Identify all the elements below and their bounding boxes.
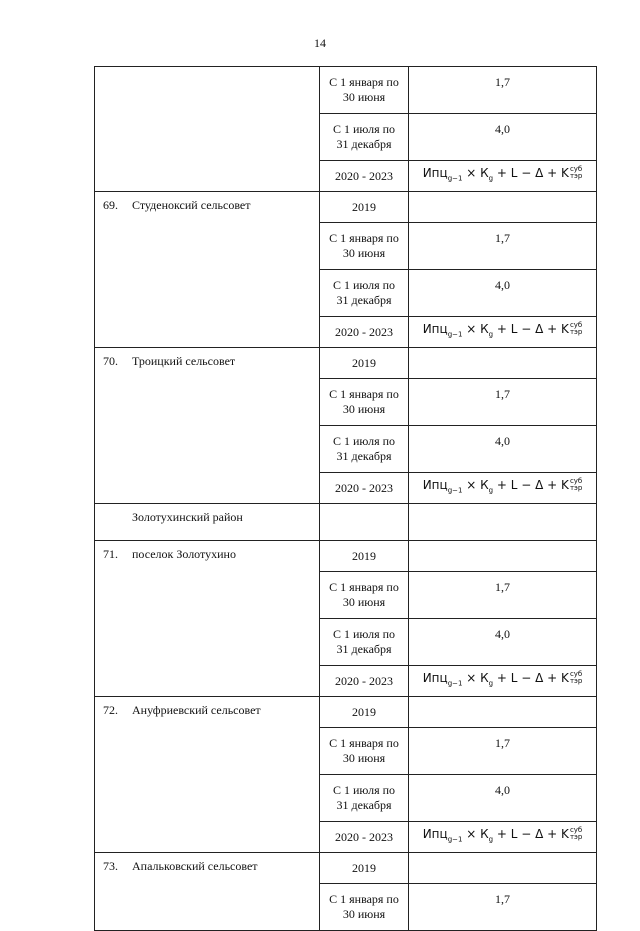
value-cell: 1,7	[409, 728, 597, 775]
value-cell: 4,0	[409, 270, 597, 317]
entity-name-cell	[95, 504, 320, 541]
entity-name: Ануфриевский сельсовет	[132, 703, 261, 717]
empty-cell	[409, 853, 597, 884]
entity-number: 71.	[103, 547, 118, 561]
table-row	[95, 697, 597, 728]
period-cell: С 1 июля по 31 декабря	[320, 270, 409, 317]
empty-cell	[409, 348, 597, 379]
period-cell: 2020 - 2023	[320, 666, 409, 697]
formula-cell: $Ипц_{g-1} \times К_g + L - \Delta + K$ суб тэр	[409, 666, 597, 697]
empty-cell	[409, 504, 597, 541]
value-cell: 4,0	[409, 775, 597, 822]
period-cell: С 1 января по 30 июня	[320, 379, 409, 426]
value-cell: 4,0	[409, 619, 597, 666]
period-cell: 2020 - 2023	[320, 822, 409, 853]
table-row	[95, 853, 597, 884]
value-cell: 4,0	[409, 426, 597, 473]
formula-cell: $Ипц_{g-1} \times К_g + L - \Delta + K$ суб тэр	[409, 161, 597, 192]
empty-cell	[409, 697, 597, 728]
period-cell: С 1 января по 30 июня	[320, 572, 409, 619]
entity-name: Троицкий сельсовет	[132, 354, 236, 368]
entity-name-cell	[95, 541, 320, 697]
period-cell: 2019	[320, 853, 409, 884]
entity-name: Апальковский сельсовет	[132, 859, 258, 873]
entity-number: 73.	[103, 859, 118, 873]
period-cell: 2019	[320, 192, 409, 223]
period-cell: С 1 января по 30 июня	[320, 223, 409, 270]
empty-cell	[409, 541, 597, 572]
period-cell: С 1 июля по 31 декабря	[320, 114, 409, 161]
entity-name-cell	[95, 348, 320, 504]
period-cell: С 1 января по 30 июня	[320, 67, 409, 114]
table-row	[95, 192, 597, 223]
period-cell: 2019	[320, 697, 409, 728]
table-row	[95, 67, 597, 114]
entity-number: 72.	[103, 703, 118, 717]
value-cell: 1,7	[409, 884, 597, 931]
value-cell: 1,7	[409, 572, 597, 619]
period-cell: С 1 июля по 31 декабря	[320, 619, 409, 666]
period-cell: 2020 - 2023	[320, 161, 409, 192]
entity-name-cell	[95, 192, 320, 348]
empty-cell	[320, 504, 409, 541]
value-cell: 4,0	[409, 114, 597, 161]
period-cell: 2019	[320, 541, 409, 572]
entity-name-cell	[95, 853, 320, 931]
entity-name: Золотухинский район	[132, 510, 243, 524]
period-cell: 2020 - 2023	[320, 317, 409, 348]
entity-name-cell	[95, 697, 320, 853]
period-cell: С 1 января по 30 июня	[320, 728, 409, 775]
formula-cell: $Ипц_{g-1} \times К_g + L - \Delta + K$ суб тэр	[409, 473, 597, 504]
tariff-table	[94, 66, 597, 931]
table-row	[95, 541, 597, 572]
entity-number: 69.	[103, 198, 118, 212]
formula-cell: $Ипц_{g-1} \times К_g + L - \Delta + K$ суб тэр	[409, 822, 597, 853]
value-cell: 1,7	[409, 223, 597, 270]
period-cell: С 1 июля по 31 декабря	[320, 426, 409, 473]
entity-name: поселок Золотухино	[132, 547, 236, 561]
value-cell: 1,7	[409, 379, 597, 426]
entity-number: 70.	[103, 354, 118, 368]
value-cell: 1,7	[409, 67, 597, 114]
empty-cell	[409, 192, 597, 223]
table-row	[95, 348, 597, 379]
entity-name-cell	[95, 67, 320, 192]
table-row	[95, 504, 597, 541]
period-cell: С 1 июля по 31 декабря	[320, 775, 409, 822]
entity-name: Студеноксий сельсовет	[132, 198, 251, 212]
period-cell: 2020 - 2023	[320, 473, 409, 504]
page-number: 14	[314, 36, 326, 50]
period-cell: 2019	[320, 348, 409, 379]
period-cell: С 1 января по 30 июня	[320, 884, 409, 931]
formula-cell: $Ипц_{g-1} \times К_g + L - \Delta + K$ суб тэр	[409, 317, 597, 348]
